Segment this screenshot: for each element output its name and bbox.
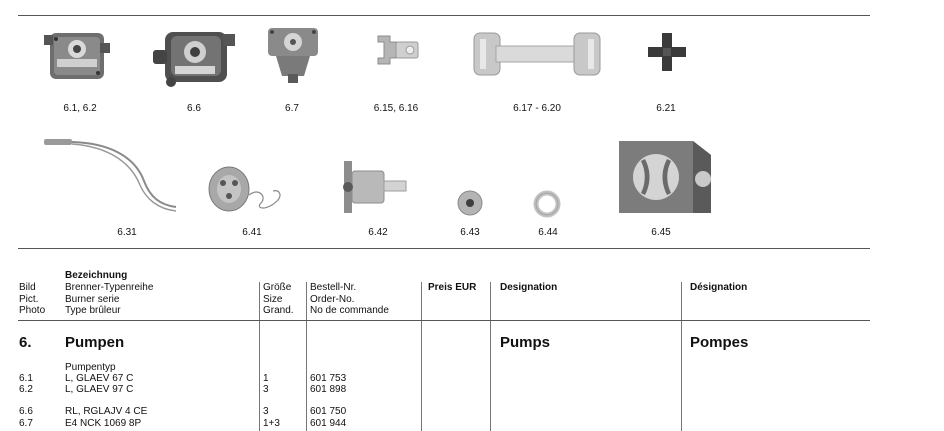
groesse-en: Size (263, 293, 283, 305)
col-groesse-header (263, 282, 294, 317)
col-designation-fr-header: Désignation (690, 282, 748, 293)
o-ring-icon (533, 190, 561, 218)
coupling-shaft-icon (472, 29, 602, 79)
bezeichnung-en: Burner serie (65, 293, 120, 305)
col-bild-header (19, 282, 45, 317)
pump-large-icon (153, 26, 237, 90)
bezeichnung-de: Brenner-Typenreihe (65, 282, 154, 293)
column-divider (421, 282, 422, 431)
bezeichnung-fr: Type brûleur (65, 305, 121, 316)
column-divider (259, 282, 260, 431)
housing-block-icon (617, 139, 713, 215)
photo-caption: 6.42 (368, 227, 388, 238)
motor-flange-icon (332, 157, 408, 217)
section-number: 6. (19, 334, 32, 351)
col-designation-en-header: Designation (500, 282, 558, 293)
photo-caption: 6.7 (285, 103, 299, 114)
row-size: 3 (263, 406, 269, 417)
middle-rule (18, 248, 870, 249)
row-bild: 6.7 (19, 418, 33, 429)
photo-caption: 6.31 (117, 227, 137, 238)
bild-fr: Photo (19, 305, 46, 316)
photo-caption: 6.43 (460, 227, 480, 238)
cable-sensor-icon (40, 135, 180, 215)
section-title-en: Pumps (500, 334, 551, 351)
row-bild: 6.2 (19, 384, 33, 395)
row-bild: 6.6 (19, 406, 33, 417)
photo-caption: 6.41 (242, 227, 262, 238)
disc-washer-icon (456, 189, 484, 217)
bezeichnung-title: Bezeichnung (65, 270, 128, 281)
row-size: 1+3 (263, 418, 280, 429)
row-name: E4 NCK 1069 8P (65, 418, 142, 429)
photo-caption: 6.6 (187, 103, 201, 114)
photo-caption: 6.17 - 6.20 (513, 103, 561, 114)
photo-caption: 6.21 (656, 103, 676, 114)
bestell-fr: No de commande (310, 305, 389, 316)
groesse-de: Größe (263, 282, 292, 293)
row-name: RL, RGLAJV 4 CE (65, 406, 148, 417)
pump-small-icon (44, 27, 110, 83)
row-size: 1 (263, 373, 269, 384)
column-divider (681, 282, 682, 431)
coupling-fork-icon (376, 30, 420, 70)
solenoid-coil-icon (205, 163, 285, 217)
section-title-de: Pumpen (65, 334, 125, 351)
row-order: 601 750 (310, 406, 347, 417)
row-bild: 6.1 (19, 373, 33, 384)
col-bestell-header (310, 282, 389, 317)
column-divider (306, 282, 307, 431)
row-name: L, GLAEV 67 C (65, 373, 134, 384)
section-title-fr: Pompes (690, 334, 749, 351)
photo-caption: 6.1, 6.2 (63, 103, 97, 114)
groesse-fr: Grand. (263, 305, 294, 316)
photo-caption: 6.44 (538, 227, 558, 238)
col-preis-header: Preis EUR (428, 282, 477, 293)
row-size: 3 (263, 384, 269, 395)
photo-caption: 6.45 (651, 227, 671, 238)
column-divider (490, 282, 491, 431)
col-bezeichnung-header (65, 282, 153, 317)
row-order: 601 898 (310, 384, 347, 395)
top-rule (18, 15, 870, 16)
bild-de: Bild (19, 282, 36, 293)
row-name: L, GLAEV 97 C (65, 384, 134, 395)
cross-coupling-icon (646, 31, 688, 73)
row-order: 601 944 (310, 418, 347, 429)
bestell-en: Order-No. (310, 293, 355, 305)
bild-en: Pict. (19, 293, 39, 305)
subheading: Pumpentyp (65, 362, 116, 373)
photo-caption: 6.15, 6.16 (373, 103, 419, 114)
pump-e4-icon (264, 26, 322, 84)
bestell-de: Bestell-Nr. (310, 282, 357, 293)
header-rule (18, 320, 870, 321)
row-order: 601 753 (310, 373, 347, 384)
